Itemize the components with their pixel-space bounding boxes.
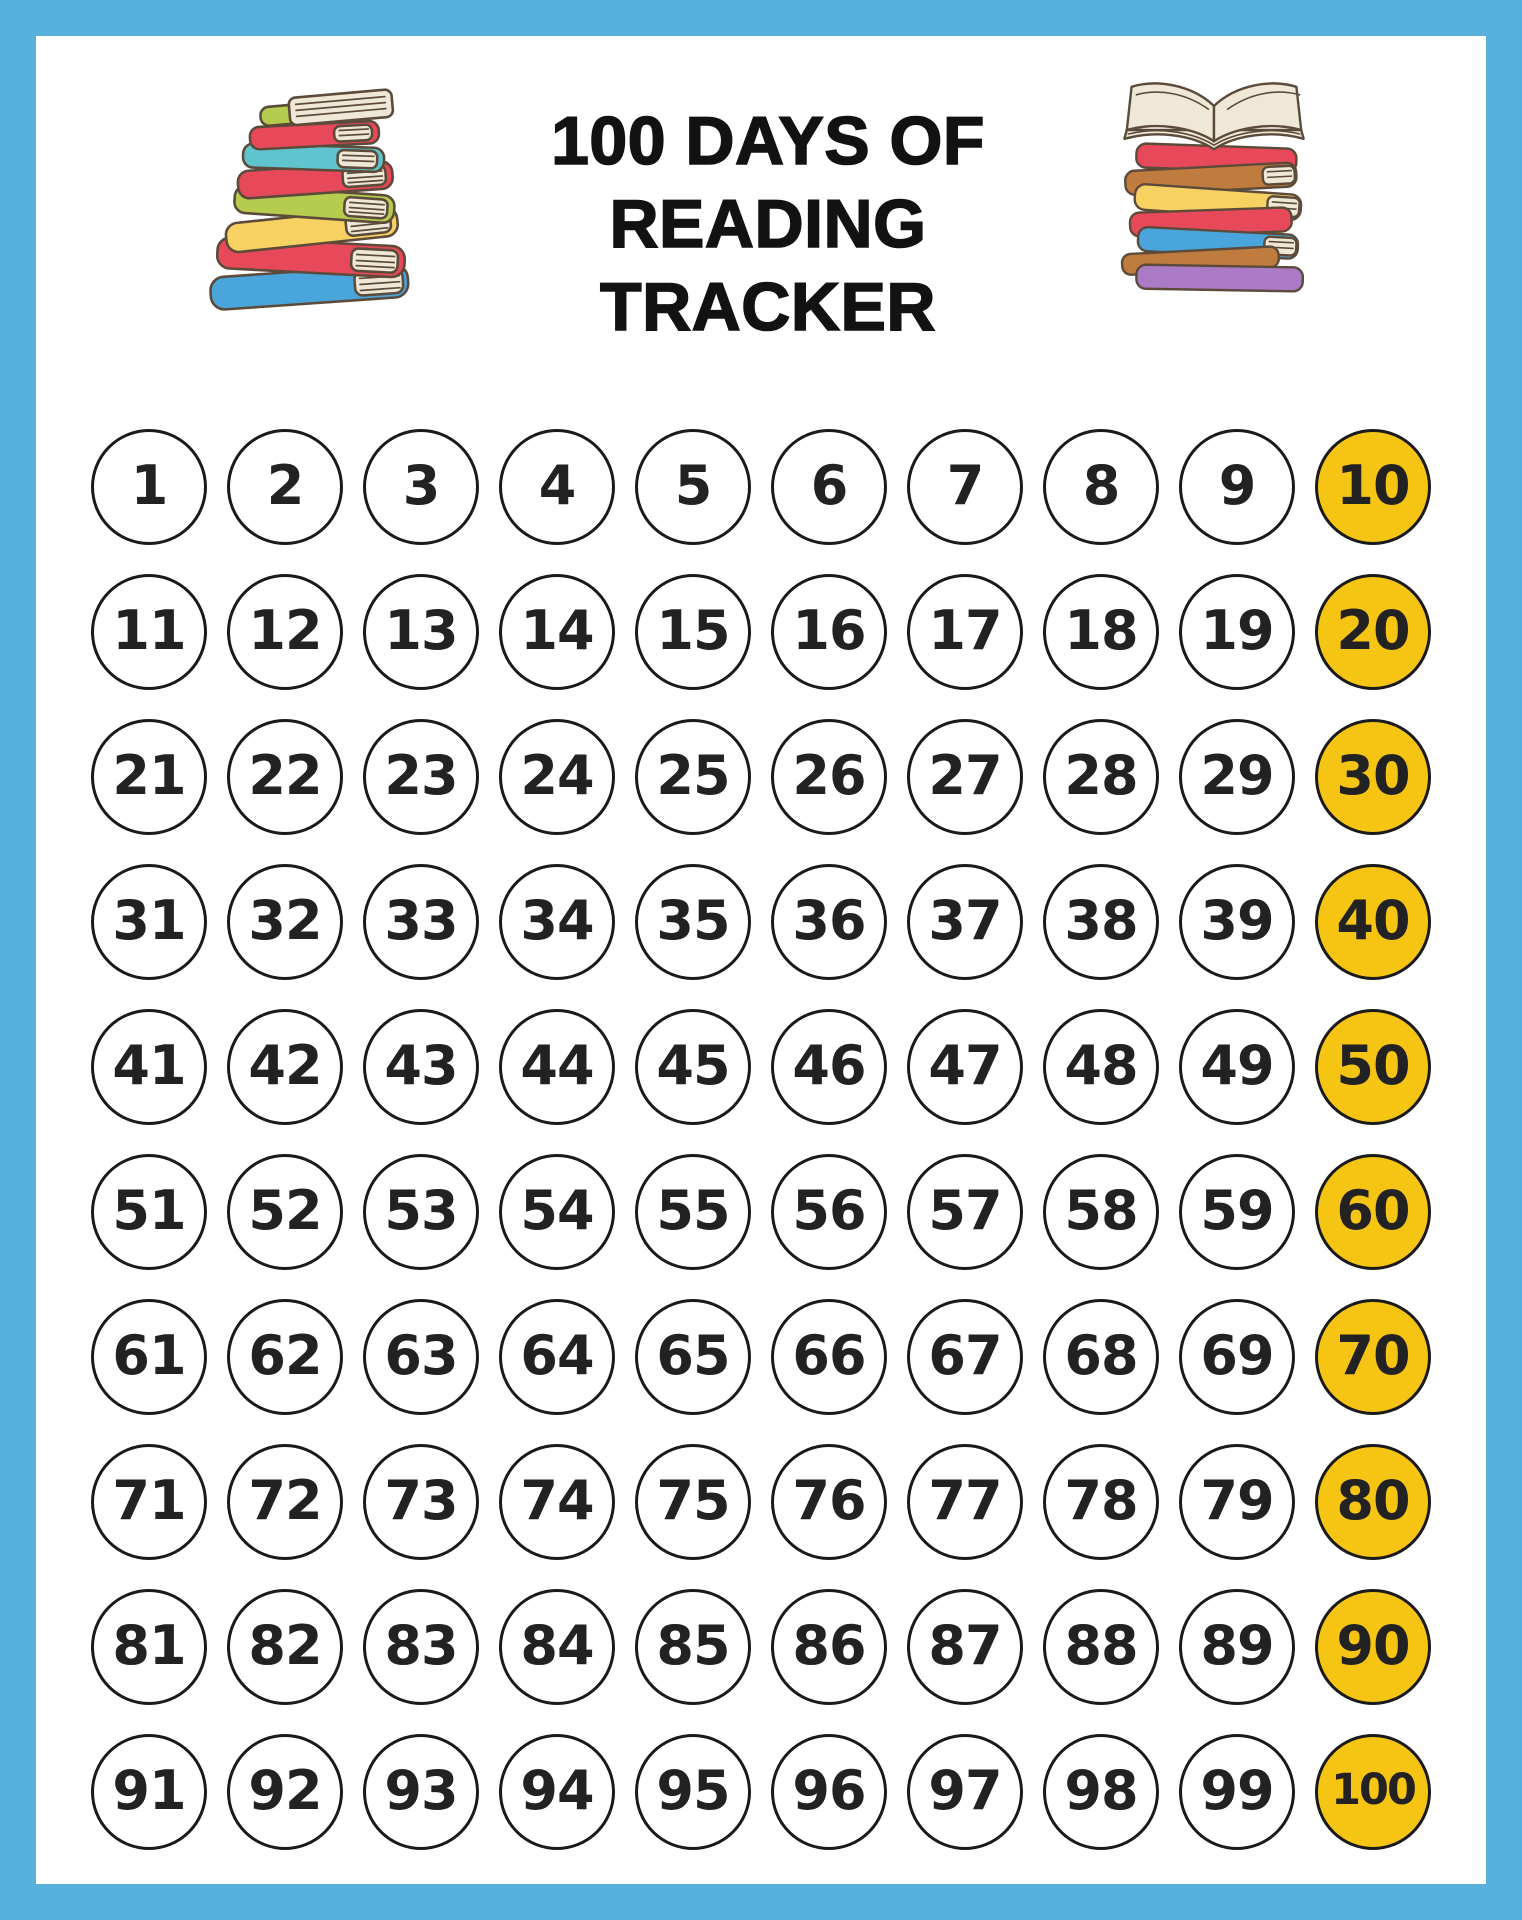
day-circle-86[interactable]	[771, 1589, 887, 1705]
day-circle-71[interactable]	[91, 1444, 207, 1560]
day-number: 42	[248, 1033, 322, 1097]
day-number: 94	[520, 1758, 594, 1822]
day-number: 43	[384, 1033, 458, 1097]
day-circle-46[interactable]	[771, 1009, 887, 1125]
day-number: 72	[248, 1468, 322, 1532]
day-number: 77	[928, 1468, 1002, 1532]
day-number: 1	[130, 453, 168, 517]
day-circle-29[interactable]	[1179, 719, 1295, 835]
day-number: 92	[248, 1758, 322, 1822]
day-number: 11	[112, 598, 186, 662]
day-circle-24[interactable]	[499, 719, 615, 835]
day-number: 88	[1064, 1613, 1138, 1677]
page-title	[446, 54, 1090, 349]
day-circle-99[interactable]	[1179, 1734, 1295, 1850]
day-circle-22[interactable]	[227, 719, 343, 835]
day-number: 33	[384, 888, 458, 952]
day-number: 67	[928, 1323, 1002, 1387]
day-circle-8[interactable]	[1043, 429, 1159, 545]
day-number: 71	[112, 1468, 186, 1532]
day-circle-68[interactable]	[1043, 1299, 1159, 1415]
day-number: 2	[266, 453, 304, 517]
day-circle-67[interactable]	[907, 1299, 1023, 1415]
day-circle-21[interactable]	[91, 719, 207, 835]
day-circle-25[interactable]	[635, 719, 751, 835]
day-circle-62[interactable]	[227, 1299, 343, 1415]
day-number: 13	[384, 598, 458, 662]
day-number: 34	[520, 888, 594, 952]
day-circle-28[interactable]	[1043, 719, 1159, 835]
day-number: 22	[248, 743, 322, 807]
day-number: 76	[792, 1468, 866, 1532]
day-number: 30	[1336, 743, 1410, 807]
day-number: 24	[520, 743, 594, 807]
day-number: 81	[112, 1613, 186, 1677]
day-number: 18	[1064, 598, 1138, 662]
day-number: 97	[928, 1758, 1002, 1822]
day-circle-37[interactable]	[907, 864, 1023, 980]
day-number: 60	[1336, 1178, 1410, 1242]
day-circle-69[interactable]	[1179, 1299, 1295, 1415]
day-circle-54[interactable]	[499, 1154, 615, 1270]
day-circle-18[interactable]	[1043, 574, 1159, 690]
header	[92, 54, 1430, 349]
day-circle-36[interactable]	[771, 864, 887, 980]
day-circle-44[interactable]	[499, 1009, 615, 1125]
day-number: 83	[384, 1613, 458, 1677]
day-circle-79[interactable]	[1179, 1444, 1295, 1560]
day-number: 61	[112, 1323, 186, 1387]
day-number: 5	[674, 453, 712, 517]
day-number: 73	[384, 1468, 458, 1532]
day-number: 78	[1064, 1468, 1138, 1532]
day-circle-14[interactable]	[499, 574, 615, 690]
days-grid	[92, 429, 1430, 1850]
day-number: 15	[656, 598, 730, 662]
day-circle-1[interactable]	[91, 429, 207, 545]
day-number: 90	[1336, 1613, 1410, 1677]
day-number: 52	[248, 1178, 322, 1242]
day-number: 53	[384, 1178, 458, 1242]
day-number: 75	[656, 1468, 730, 1532]
day-number: 54	[520, 1178, 594, 1242]
day-circle-49[interactable]	[1179, 1009, 1295, 1125]
day-circle-6[interactable]	[771, 429, 887, 545]
day-circle-38[interactable]	[1043, 864, 1159, 980]
open-book-stack-icon-right-svg	[1090, 58, 1338, 298]
day-number: 58	[1064, 1178, 1138, 1242]
day-circle-76[interactable]	[771, 1444, 887, 1560]
day-circle-42[interactable]	[227, 1009, 343, 1125]
day-number: 7	[946, 453, 984, 517]
open-book-stack-icon-right	[1090, 58, 1338, 303]
day-circle-4[interactable]	[499, 429, 615, 545]
day-number: 57	[928, 1178, 1002, 1242]
day-circle-53[interactable]	[363, 1154, 479, 1270]
day-number: 56	[792, 1178, 866, 1242]
day-number: 84	[520, 1613, 594, 1677]
day-circle-88[interactable]	[1043, 1589, 1159, 1705]
day-number: 80	[1336, 1468, 1410, 1532]
day-circle-34[interactable]	[499, 864, 615, 980]
day-circle-60[interactable]	[1315, 1154, 1431, 1270]
day-circle-3[interactable]	[363, 429, 479, 545]
day-number: 98	[1064, 1758, 1138, 1822]
day-circle-74[interactable]	[499, 1444, 615, 1560]
day-number: 39	[1200, 888, 1274, 952]
day-circle-43[interactable]	[363, 1009, 479, 1125]
day-number: 10	[1336, 453, 1410, 517]
day-circle-82[interactable]	[227, 1589, 343, 1705]
day-number: 14	[520, 598, 594, 662]
day-circle-61[interactable]	[91, 1299, 207, 1415]
day-number: 65	[656, 1323, 730, 1387]
day-circle-17[interactable]	[907, 574, 1023, 690]
day-circle-19[interactable]	[1179, 574, 1295, 690]
day-circle-75[interactable]	[635, 1444, 751, 1560]
day-number: 31	[112, 888, 186, 952]
day-number: 99	[1200, 1758, 1274, 1822]
day-number: 69	[1200, 1323, 1274, 1387]
page-content	[36, 36, 1486, 1850]
day-circle-47[interactable]	[907, 1009, 1023, 1125]
page-title-line1: 100 DAYS OF	[551, 103, 985, 179]
day-number: 62	[248, 1323, 322, 1387]
day-number: 9	[1218, 453, 1256, 517]
day-circle-56[interactable]	[771, 1154, 887, 1270]
day-number: 82	[248, 1613, 322, 1677]
day-circle-93[interactable]	[363, 1734, 479, 1850]
day-circle-100[interactable]	[1315, 1734, 1431, 1850]
day-number: 63	[384, 1323, 458, 1387]
day-circle-95[interactable]	[635, 1734, 751, 1850]
day-circle-89[interactable]	[1179, 1589, 1295, 1705]
day-circle-35[interactable]	[635, 864, 751, 980]
day-number: 91	[112, 1758, 186, 1822]
day-number: 48	[1064, 1033, 1138, 1097]
day-number: 3	[402, 453, 440, 517]
day-circle-77[interactable]	[907, 1444, 1023, 1560]
day-number: 79	[1200, 1468, 1274, 1532]
day-number: 74	[520, 1468, 594, 1532]
day-circle-11[interactable]	[91, 574, 207, 690]
day-circle-96[interactable]	[771, 1734, 887, 1850]
day-number: 23	[384, 743, 458, 807]
day-number: 100	[1331, 1765, 1415, 1816]
day-circle-94[interactable]	[499, 1734, 615, 1850]
day-number: 41	[112, 1033, 186, 1097]
day-circle-73[interactable]	[363, 1444, 479, 1560]
day-circle-52[interactable]	[227, 1154, 343, 1270]
day-circle-45[interactable]	[635, 1009, 751, 1125]
day-number: 50	[1336, 1033, 1410, 1097]
day-circle-23[interactable]	[363, 719, 479, 835]
day-circle-57[interactable]	[907, 1154, 1023, 1270]
day-number: 19	[1200, 598, 1274, 662]
day-number: 46	[792, 1033, 866, 1097]
day-circle-64[interactable]	[499, 1299, 615, 1415]
day-circle-39[interactable]	[1179, 864, 1295, 980]
day-circle-83[interactable]	[363, 1589, 479, 1705]
day-number: 55	[656, 1178, 730, 1242]
day-circle-31[interactable]	[91, 864, 207, 980]
day-circle-51[interactable]	[91, 1154, 207, 1270]
day-circle-20[interactable]	[1315, 574, 1431, 690]
day-number: 85	[656, 1613, 730, 1677]
day-circle-40[interactable]	[1315, 864, 1431, 980]
day-circle-72[interactable]	[227, 1444, 343, 1560]
day-number: 37	[928, 888, 1002, 952]
day-circle-32[interactable]	[227, 864, 343, 980]
day-circle-70[interactable]	[1315, 1299, 1431, 1415]
day-number: 25	[656, 743, 730, 807]
day-number: 47	[928, 1033, 1002, 1097]
day-circle-27[interactable]	[907, 719, 1023, 835]
day-number: 26	[792, 743, 866, 807]
day-circle-12[interactable]	[227, 574, 343, 690]
day-number: 66	[792, 1323, 866, 1387]
day-number: 44	[520, 1033, 594, 1097]
day-circle-15[interactable]	[635, 574, 751, 690]
day-circle-7[interactable]	[907, 429, 1023, 545]
day-number: 87	[928, 1613, 1002, 1677]
day-number: 12	[248, 598, 322, 662]
day-circle-2[interactable]	[227, 429, 343, 545]
day-number: 96	[792, 1758, 866, 1822]
day-circle-30[interactable]	[1315, 719, 1431, 835]
day-circle-78[interactable]	[1043, 1444, 1159, 1560]
day-number: 70	[1336, 1323, 1410, 1387]
day-number: 49	[1200, 1033, 1274, 1097]
day-circle-59[interactable]	[1179, 1154, 1295, 1270]
day-circle-80[interactable]	[1315, 1444, 1431, 1560]
day-number: 89	[1200, 1613, 1274, 1677]
day-circle-13[interactable]	[363, 574, 479, 690]
day-circle-16[interactable]	[771, 574, 887, 690]
day-circle-26[interactable]	[771, 719, 887, 835]
day-circle-66[interactable]	[771, 1299, 887, 1415]
day-number: 95	[656, 1758, 730, 1822]
day-number: 45	[656, 1033, 730, 1097]
day-circle-65[interactable]	[635, 1299, 751, 1415]
day-circle-92[interactable]	[227, 1734, 343, 1850]
day-number: 20	[1336, 598, 1410, 662]
day-number: 32	[248, 888, 322, 952]
day-circle-50[interactable]	[1315, 1009, 1431, 1125]
day-circle-98[interactable]	[1043, 1734, 1159, 1850]
day-circle-87[interactable]	[907, 1589, 1023, 1705]
day-number: 21	[112, 743, 186, 807]
day-circle-5[interactable]	[635, 429, 751, 545]
day-circle-9[interactable]	[1179, 429, 1295, 545]
day-number: 86	[792, 1613, 866, 1677]
book-stack-icon-left	[188, 68, 446, 321]
day-number: 64	[520, 1323, 594, 1387]
day-circle-90[interactable]	[1315, 1589, 1431, 1705]
day-number: 51	[112, 1178, 186, 1242]
day-number: 4	[538, 453, 576, 517]
day-circle-85[interactable]	[635, 1589, 751, 1705]
day-number: 68	[1064, 1323, 1138, 1387]
day-circle-84[interactable]	[499, 1589, 615, 1705]
day-number: 17	[928, 598, 1002, 662]
day-circle-55[interactable]	[635, 1154, 751, 1270]
day-circle-10[interactable]	[1315, 429, 1431, 545]
day-circle-63[interactable]	[363, 1299, 479, 1415]
day-circle-97[interactable]	[907, 1734, 1023, 1850]
day-circle-91[interactable]	[91, 1734, 207, 1850]
day-number: 36	[792, 888, 866, 952]
day-number: 16	[792, 598, 866, 662]
day-circle-41[interactable]	[91, 1009, 207, 1125]
day-number: 28	[1064, 743, 1138, 807]
day-number: 8	[1082, 453, 1120, 517]
day-number: 6	[810, 453, 848, 517]
day-number: 38	[1064, 888, 1138, 952]
day-number: 27	[928, 743, 1002, 807]
day-circle-58[interactable]	[1043, 1154, 1159, 1270]
day-number: 35	[656, 888, 730, 952]
day-number: 93	[384, 1758, 458, 1822]
day-circle-81[interactable]	[91, 1589, 207, 1705]
day-number: 40	[1336, 888, 1410, 952]
day-circle-33[interactable]	[363, 864, 479, 980]
day-circle-48[interactable]	[1043, 1009, 1159, 1125]
page-title-line2: READING TRACKER	[600, 185, 936, 345]
day-number: 29	[1200, 743, 1274, 807]
book-stack-icon-left-svg	[188, 68, 446, 316]
day-number: 59	[1200, 1178, 1274, 1242]
